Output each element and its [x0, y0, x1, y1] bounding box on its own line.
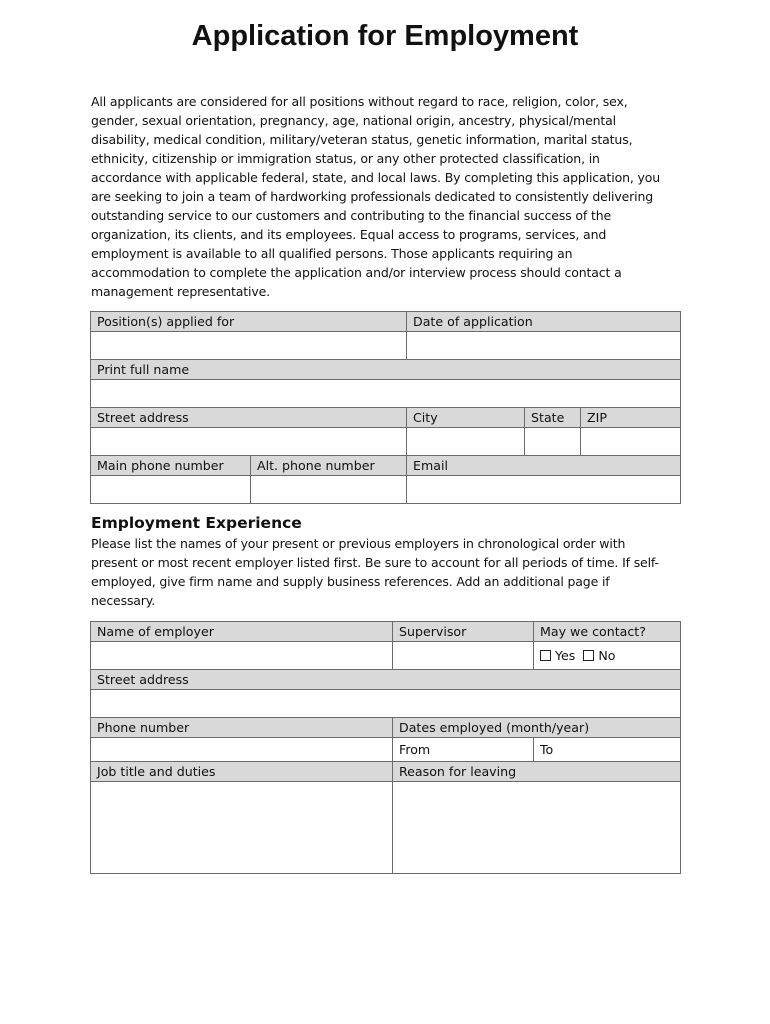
state-label: State	[525, 408, 581, 428]
email-field[interactable]	[407, 476, 681, 504]
city-field[interactable]	[407, 428, 525, 456]
zip-field[interactable]	[581, 428, 681, 456]
state-field[interactable]	[525, 428, 581, 456]
yes-checkbox[interactable]	[540, 650, 551, 661]
intro-line: outstanding service to our customers and contributing to the financial success of the	[91, 208, 612, 223]
dates-employed-label: Dates employed (month/year)	[393, 718, 681, 738]
employment-desc-line: Please list the names of your present or previous employers in chronological order with	[91, 536, 626, 551]
phone-number-field[interactable]	[91, 738, 393, 762]
date-of-application-label: Date of application	[407, 312, 681, 332]
employment-table	[90, 621, 681, 874]
intro-paragraph	[91, 92, 691, 301]
street-address-field[interactable]	[91, 428, 407, 456]
alt-phone-field[interactable]	[251, 476, 407, 504]
intro-line: are seeking to join a team of hardworking professionals dedicated to consistently delivering	[91, 189, 654, 204]
from-label: From	[399, 742, 431, 757]
intro-line: ethnicity, citizenship or immigration status, or any other protected classification, in	[91, 151, 600, 166]
no-label: No	[598, 648, 616, 663]
main-phone-field[interactable]	[91, 476, 251, 504]
employment-heading: Employment Experience	[91, 514, 302, 532]
supervisor-label: Supervisor	[393, 622, 534, 642]
intro-line: employment is available to all qualified persons. Those applicants requiring an	[91, 246, 573, 261]
full-name-field[interactable]	[91, 380, 681, 408]
employment-desc-line: employed, give firm name and supply business references. Add an additional page if	[91, 574, 610, 589]
date-of-application-field[interactable]	[407, 332, 681, 360]
intro-line: gender, sexual orientation, pregnancy, age, national origin, ancestry, physical/mental	[91, 113, 616, 128]
zip-label: ZIP	[581, 408, 681, 428]
position-field[interactable]	[91, 332, 407, 360]
intro-line: accommodation to complete the application and/or interview process should contact a	[91, 265, 622, 280]
to-label: To	[540, 742, 554, 757]
employment-desc-line: necessary.	[91, 593, 156, 608]
employer-name-label: Name of employer	[91, 622, 393, 642]
to-date-field[interactable]	[534, 738, 681, 762]
intro-line: organization, its clients, and its employees. Equal access to programs, services, and	[91, 227, 607, 242]
employment-desc-line: present or most recent employer listed first. Be sure to account for all periods of time. If self-	[91, 555, 659, 570]
main-phone-label: Main phone number	[91, 456, 251, 476]
full-name-label: Print full name	[91, 360, 681, 380]
employer-street-field[interactable]	[91, 690, 681, 718]
job-title-field[interactable]	[91, 782, 393, 874]
alt-phone-label: Alt. phone number	[251, 456, 407, 476]
reason-for-leaving-field[interactable]	[393, 782, 681, 874]
job-title-label: Job title and duties	[91, 762, 393, 782]
may-we-contact-label: May we contact?	[534, 622, 681, 642]
yes-label: Yes	[555, 648, 576, 663]
employer-street-label: Street address	[91, 670, 681, 690]
intro-line: All applicants are considered for all positions without regard to race, religion, color, sex,	[91, 94, 628, 109]
employer-name-field[interactable]	[91, 642, 393, 670]
from-date-field[interactable]	[393, 738, 534, 762]
intro-line: accordance with applicable federal, state, and local laws. By completing this application, you	[91, 170, 661, 185]
position-label: Position(s) applied for	[91, 312, 407, 332]
employment-description	[91, 534, 691, 610]
intro-line: disability, medical condition, military/veteran status, genetic information, marital status,	[91, 132, 633, 147]
personal-info-table	[90, 311, 681, 504]
city-label: City	[407, 408, 525, 428]
intro-line: management representative.	[91, 284, 270, 299]
no-checkbox[interactable]	[583, 650, 594, 661]
reason-for-leaving-label: Reason for leaving	[393, 762, 681, 782]
street-address-label: Street address	[91, 408, 407, 428]
supervisor-field[interactable]	[393, 642, 534, 670]
email-label: Email	[407, 456, 681, 476]
phone-number-label: Phone number	[91, 718, 393, 738]
contact-choice	[534, 642, 681, 670]
page-title: Application for Employment	[191, 20, 579, 52]
